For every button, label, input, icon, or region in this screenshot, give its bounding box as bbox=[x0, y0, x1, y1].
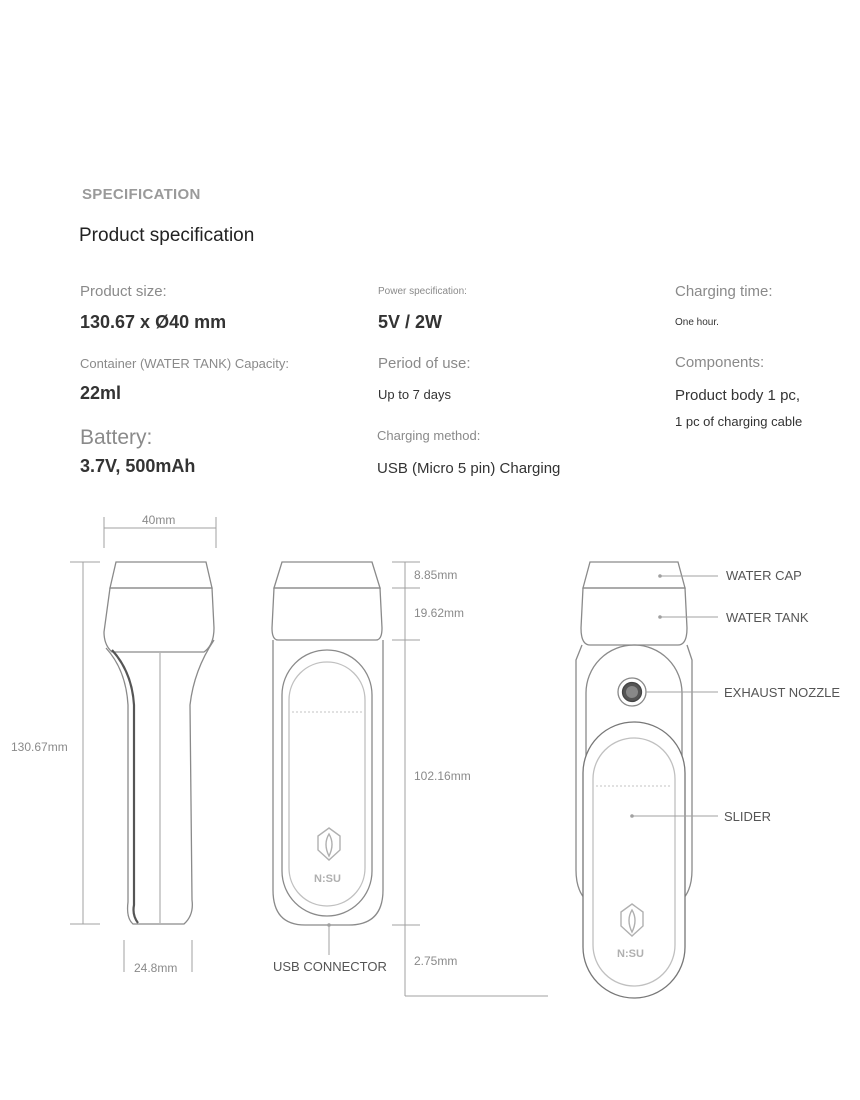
power-value: 5V / 2W bbox=[378, 312, 443, 332]
dim-cap: 8.85mm bbox=[414, 568, 458, 582]
back-view bbox=[576, 562, 692, 998]
page-title: Product specification bbox=[79, 225, 255, 246]
components-label: Components: bbox=[675, 354, 765, 371]
product-size-label: Product size: bbox=[80, 283, 167, 300]
dim-body: 102.16mm bbox=[414, 769, 471, 783]
period-label: Period of use: bbox=[378, 355, 471, 372]
callout-slider: SLIDER bbox=[724, 809, 771, 824]
logo-text-back: N:SU bbox=[617, 948, 644, 960]
charging-method-value: USB (Micro 5 pin) Charging bbox=[377, 460, 561, 477]
side-view bbox=[104, 562, 214, 924]
product-size-value: 130.67 x Ø40 mm bbox=[80, 312, 227, 332]
components-value-line1: Product body 1 pc, bbox=[675, 387, 801, 404]
dim-width-top: 40mm bbox=[142, 513, 176, 527]
battery-value: 3.7V, 500mAh bbox=[80, 456, 196, 476]
battery-label: Battery: bbox=[80, 426, 153, 449]
period-value: Up to 7 days bbox=[378, 387, 451, 402]
section-label: SPECIFICATION bbox=[82, 186, 201, 203]
leaf-logo-icon bbox=[318, 828, 340, 860]
capacity-label: Container (WATER TANK) Capacity: bbox=[80, 356, 290, 371]
callout-exhaust-nozzle: EXHAUST NOZZLE bbox=[724, 685, 841, 700]
charging-time-label: Charging time: bbox=[675, 283, 773, 300]
callout-water-tank: WATER TANK bbox=[726, 610, 809, 625]
power-label: Power specification: bbox=[378, 286, 467, 297]
logo-text-front: N:SU bbox=[314, 873, 341, 885]
capacity-value: 22ml bbox=[80, 383, 122, 403]
dim-width-bottom: 24.8mm bbox=[134, 961, 178, 975]
dim-height-total: 130.67mm bbox=[11, 740, 68, 754]
usb-connector-label: USB CONNECTOR bbox=[273, 959, 387, 974]
front-view bbox=[272, 562, 383, 955]
dim-base: 2.75mm bbox=[414, 954, 458, 968]
callout-water-cap: WATER CAP bbox=[726, 568, 802, 583]
components-value-line2: 1 pc of charging cable bbox=[675, 414, 803, 429]
product-dimension-drawing bbox=[0, 500, 860, 1020]
dim-tank: 19.62mm bbox=[414, 606, 465, 620]
charging-time-value: One hour. bbox=[675, 317, 719, 328]
charging-method-label: Charging method: bbox=[377, 428, 481, 443]
